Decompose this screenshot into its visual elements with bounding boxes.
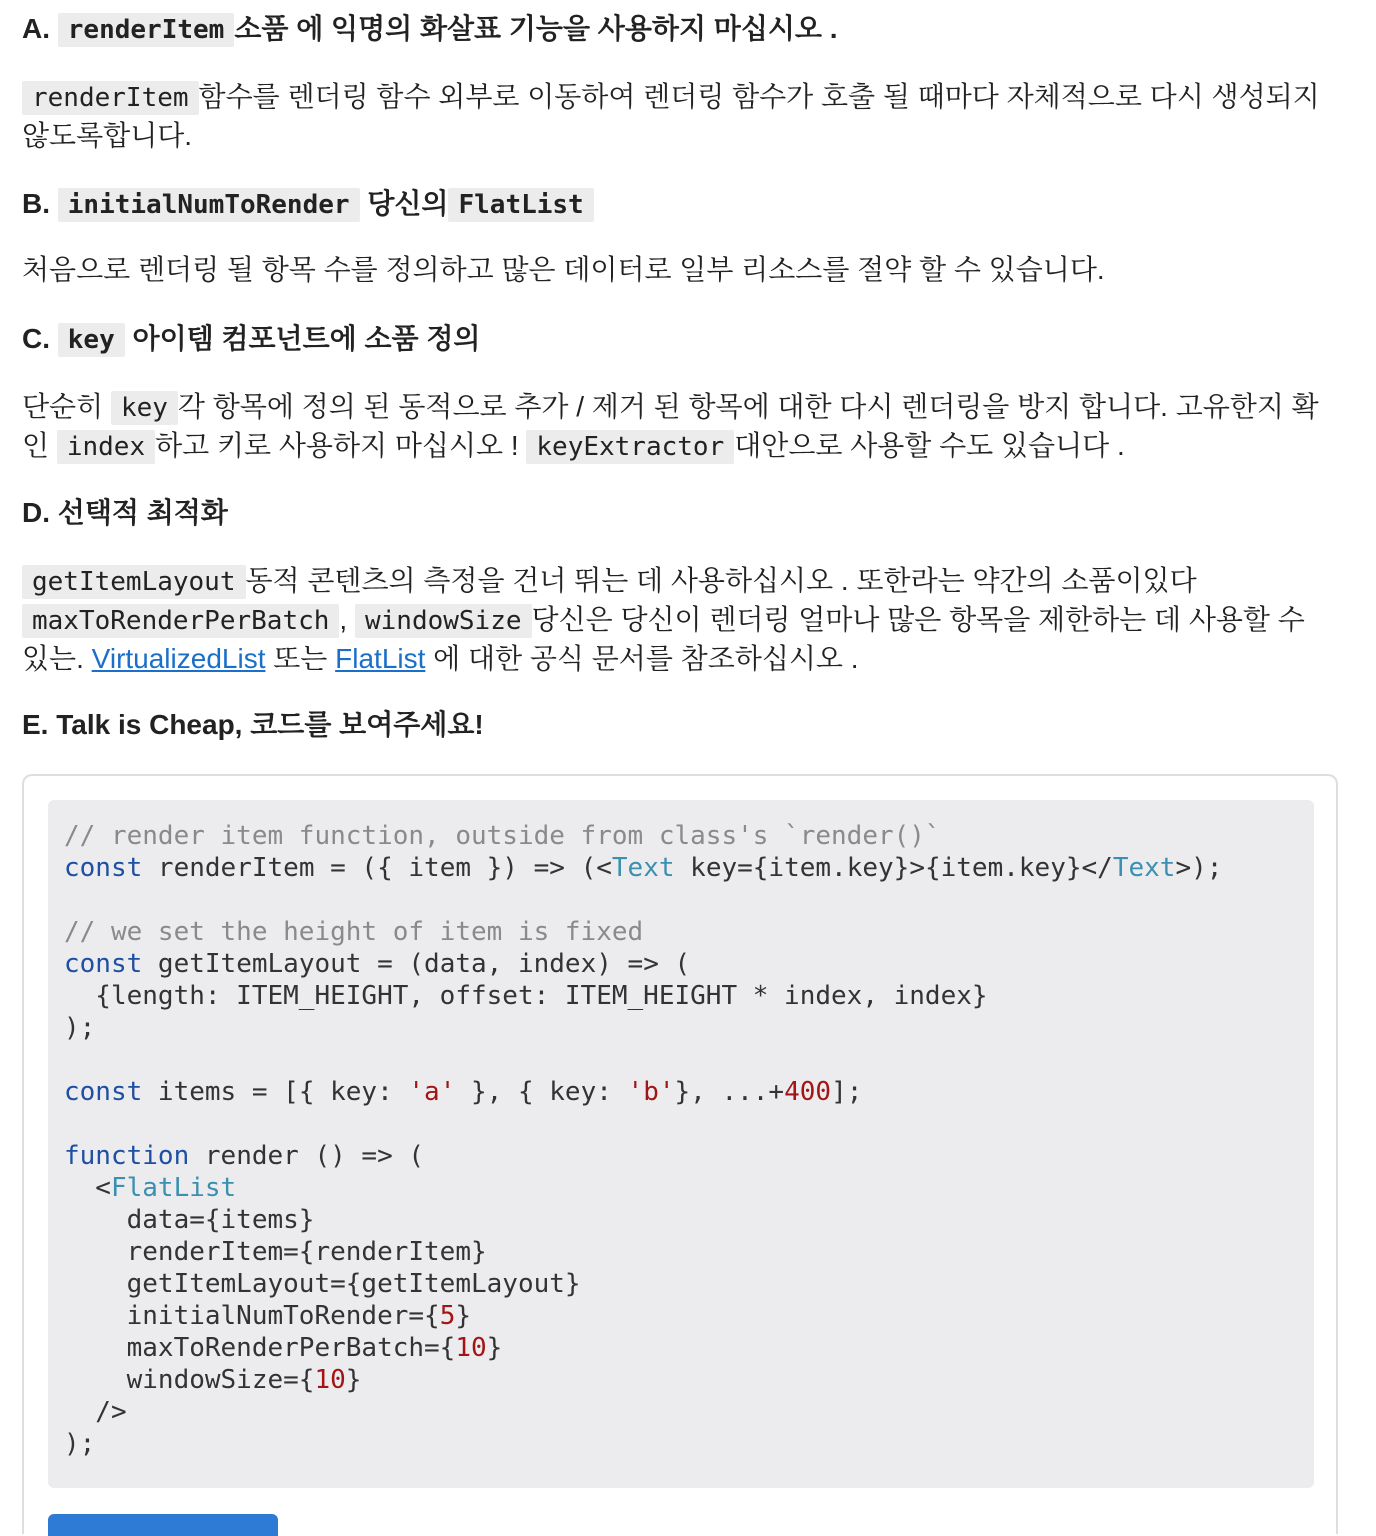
code-comment-1: // render item function, outside from class's `render()` xyxy=(64,821,941,851)
section-d-separator: , xyxy=(339,604,348,635)
section-c-prefix: C. xyxy=(22,323,50,354)
section-a-body xyxy=(22,78,1322,155)
section-b-heading-mid: 당신의 xyxy=(367,188,449,219)
action-button-partial[interactable] xyxy=(48,1514,278,1536)
code-card xyxy=(22,774,1338,1534)
section-a-heading xyxy=(22,10,838,49)
section-c-text-3: 하고 키로 사용하지 마십시오 ! xyxy=(155,430,519,461)
section-c-code-1: key xyxy=(111,391,178,425)
section-d-code-1: getItemLayout xyxy=(22,565,246,599)
section-c-heading xyxy=(22,320,480,359)
section-d-code-3: windowSize xyxy=(355,604,532,638)
code-listing: // render item function, outside from class's `render()` const renderItem = ({ item }) => (<Text key={item.key}>{item.key}</Text>); // we set the height of item is fixed const getItemLayout = (data, index) => ( {length: ITEM_HEIGHT, offset: ITEM_HEIGHT * index, index} ); const items = [{ key: 'a' }, { key: 'b'}, ...+400]; function render () => ( <FlatList data={items} renderItem={renderItem} getItemLayout={getItemLayout} initialNumToRender={5} maxToRenderPerBatch={10} windowSize={10} /> ); xyxy=(64,821,1223,1459)
section-c-code-2: index xyxy=(57,430,155,464)
section-d-text-2: 당신은 당신이 렌더링 얼마나 많은 항목을 제한하는 데 사용할 수있는. xyxy=(22,604,1305,674)
section-a-prefix: A. xyxy=(22,13,50,44)
section-b-heading-code-2: FlatList xyxy=(448,188,593,222)
virtualizedlist-link[interactable]: VirtualizedList xyxy=(91,643,266,674)
section-d-text-4: 에 대한 공식 문서를 참조하십시오 . xyxy=(433,643,859,674)
section-b-body xyxy=(22,251,1322,289)
section-c-heading-text: 아이템 컴포넌트에 소품 정의 xyxy=(132,323,481,354)
flatlist-link[interactable]: FlatList xyxy=(335,643,426,674)
section-b-body-text: 처음으로 렌더링 될 항목 수를 정의하고 많은 데이터로 일부 리소스를 절약 할 수 있습니다. xyxy=(22,254,1105,285)
section-a-heading-code: renderItem xyxy=(58,13,235,47)
section-c-heading-code: key xyxy=(58,323,125,357)
code-comment-2: // we set the height of item is fixed xyxy=(64,917,644,947)
section-e-heading xyxy=(22,706,484,744)
section-c-text-2: 각 항목에 정의 된 동적으로 추가 / 제거 된 항목에 대한 다시 렌더링을 방지 합니다. 고유한지 확인 xyxy=(22,391,1319,461)
section-a-heading-text: 소품 에 익명의 화살표 기능을 사용하지 마십시오 . xyxy=(234,13,838,44)
section-a-body-code: renderItem xyxy=(22,81,199,115)
section-d-body xyxy=(22,562,1322,678)
section-c-code-3: keyExtractor xyxy=(526,430,734,464)
section-d-heading-text: D. 선택적 최적화 xyxy=(22,497,228,528)
section-d-text-3: 또는 xyxy=(273,643,328,674)
section-d-text-1: 동적 콘텐츠의 측정을 건너 뛰는 데 사용하십시오 . 또한라는 약간의 소품이있다 xyxy=(245,565,1197,596)
section-c-body xyxy=(22,388,1322,466)
section-b-prefix: B. xyxy=(22,188,50,219)
code-block[interactable] xyxy=(48,800,1314,1488)
section-d-heading xyxy=(22,494,228,532)
section-b-heading xyxy=(22,185,594,224)
section-e-heading-text: E. Talk is Cheap, 코드를 보여주세요! xyxy=(22,709,484,740)
section-c-text-1: 단순히 xyxy=(22,391,104,422)
section-c-text-4: 대안으로 사용할 수도 있습니다 . xyxy=(734,430,1125,461)
section-d-code-2: maxToRenderPerBatch xyxy=(22,604,339,638)
section-b-heading-code-1: initialNumToRender xyxy=(58,188,360,222)
section-a-body-text: 함수를 렌더링 함수 외부로 이동하여 렌더링 함수가 호출 될 때마다 자체적으로 다시 생성되지 않도록합니다. xyxy=(22,81,1320,151)
